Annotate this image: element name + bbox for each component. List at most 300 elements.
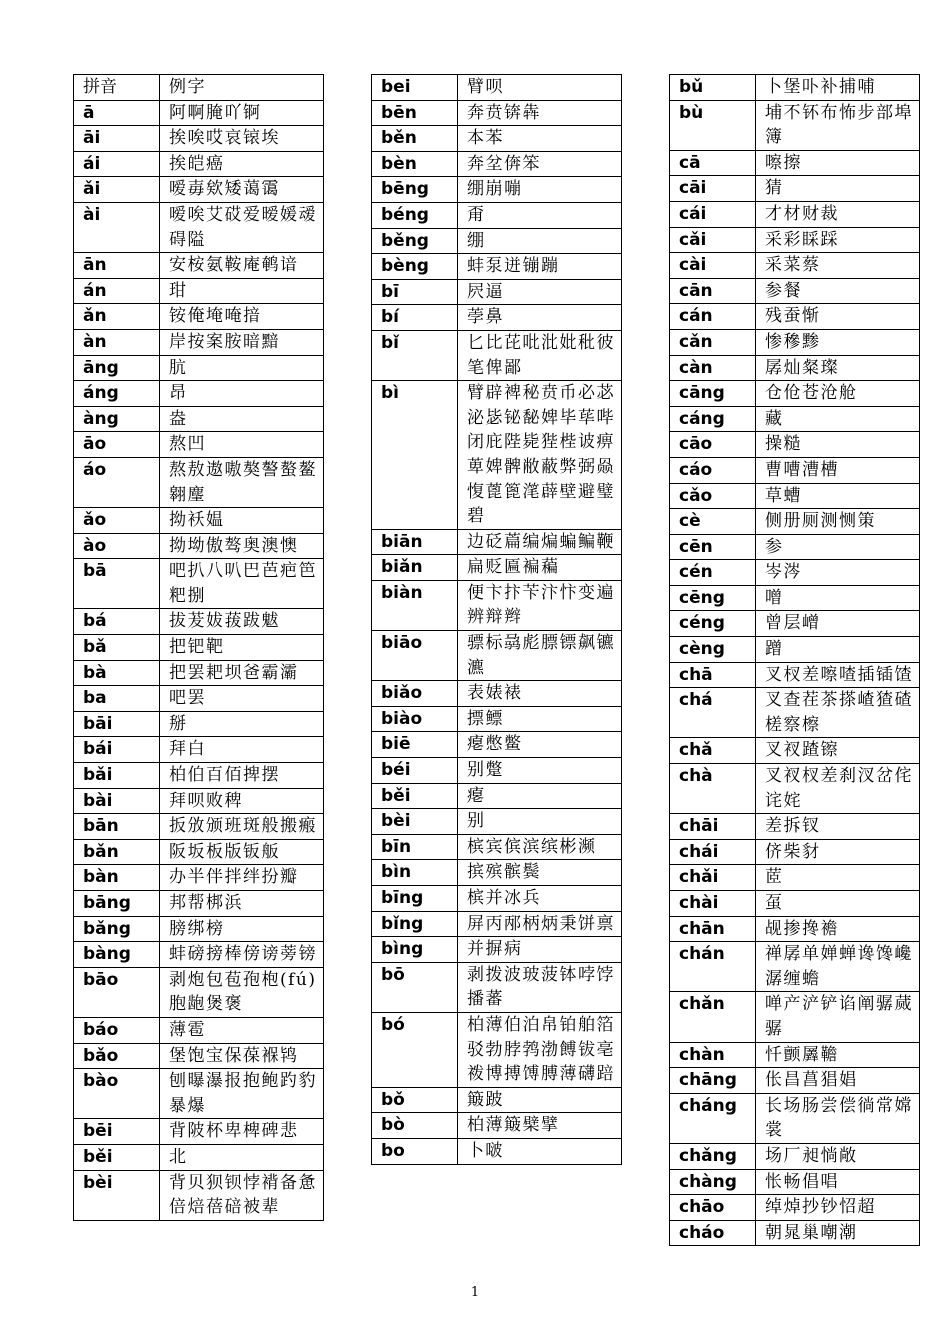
pinyin-cell: cǎn	[670, 329, 756, 355]
table-row	[670, 483, 920, 509]
table-row	[670, 329, 920, 355]
pinyin-cell: chān	[670, 916, 756, 942]
header-pinyin: 拼音	[74, 75, 160, 101]
pinyin-cell: āo	[74, 432, 160, 458]
table-row	[372, 529, 622, 555]
table-row	[74, 381, 324, 407]
example-chars-cell: 参	[756, 534, 920, 560]
pinyin-cell: cén	[670, 560, 756, 586]
pinyin-cell: biào	[372, 706, 458, 732]
table-row	[74, 967, 324, 1017]
table-row	[74, 126, 324, 152]
pinyin-cell: cǎo	[670, 483, 756, 509]
table-row	[74, 100, 324, 126]
example-chars-cell: 掰	[160, 711, 324, 737]
pinyin-cell: biē	[372, 732, 458, 758]
pinyin-cell: chàng	[670, 1169, 756, 1195]
example-chars-cell: 阪坂板版钣舨	[160, 839, 324, 865]
pinyin-cell: bìng	[372, 937, 458, 963]
table-row	[74, 177, 324, 203]
pinyin-cell: chài	[670, 891, 756, 917]
pinyin-cell: áng	[74, 381, 160, 407]
example-chars-cell: 蚌磅搒棒傍谤蒡镑	[160, 942, 324, 968]
pinyin-cell: càn	[670, 355, 756, 381]
example-chars-cell: 岸按案胺暗黯	[160, 329, 324, 355]
table-row	[372, 381, 622, 530]
pinyin-cell: chā	[670, 662, 756, 688]
table-row	[372, 305, 622, 331]
pinyin-cell: áo	[74, 457, 160, 507]
example-chars-cell: 参餐	[756, 278, 920, 304]
table-row	[670, 355, 920, 381]
table-row	[670, 1093, 920, 1143]
pinyin-cell: bāng	[74, 891, 160, 917]
pinyin-cell: cāo	[670, 432, 756, 458]
pinyin-cell: chǎi	[670, 865, 756, 891]
example-chars-cell: 瘪	[458, 783, 622, 809]
table-row	[74, 1043, 324, 1069]
example-chars-cell: 膀绑榜	[160, 916, 324, 942]
example-chars-cell: 叉杈差嚓喳插锸馇	[756, 662, 920, 688]
pinyin-cell: ǎn	[74, 304, 160, 330]
example-chars-cell: 昂	[160, 381, 324, 407]
pinyin-cell: āng	[74, 355, 160, 381]
example-chars-cell: 虿	[756, 891, 920, 917]
table-row	[74, 660, 324, 686]
example-chars-cell: 残蚕惭	[756, 304, 920, 330]
pinyin-cell: bìn	[372, 860, 458, 886]
pinyin-cell: chà	[670, 764, 756, 814]
pinyin-cell: cài	[670, 253, 756, 279]
pinyin-cell: bīng	[372, 886, 458, 912]
pinyin-cell: bí	[372, 305, 458, 331]
example-chars-cell: 挨唉哎哀锿埃	[160, 126, 324, 152]
pinyin-cell: bó	[372, 1012, 458, 1087]
table-row	[670, 814, 920, 840]
table-row	[670, 560, 920, 586]
table-row	[670, 176, 920, 202]
table-row	[74, 202, 324, 252]
example-chars-cell: 采菜蔡	[756, 253, 920, 279]
example-chars-cell: 簸跛	[458, 1087, 622, 1113]
example-chars-cell: 熬凹	[160, 432, 324, 458]
example-chars-cell: 嗳毐欸矮蔼霭	[160, 177, 324, 203]
pinyin-cell: bì	[372, 381, 458, 530]
example-chars-cell: 骠标骉彪膘镖飙镳瀌	[458, 631, 622, 681]
example-chars-cell: 操糙	[756, 432, 920, 458]
example-chars-cell: 扁贬匾褊藊	[458, 555, 622, 581]
pinyin-cell: báo	[74, 1017, 160, 1043]
example-chars-cell: 卜啵	[458, 1138, 622, 1164]
table-row	[74, 839, 324, 865]
pinyin-cell: bǐ	[372, 330, 458, 380]
pinyin-cell: chán	[670, 942, 756, 992]
example-chars-cell: 剥拨波玻菠钵哱饽播蕃	[458, 962, 622, 1012]
table-row	[372, 100, 622, 126]
pinyin-cell: béi	[372, 758, 458, 784]
table-row	[670, 637, 920, 663]
pinyin-cell: chàn	[670, 1042, 756, 1068]
pinyin-cell: cháng	[670, 1093, 756, 1143]
pinyin-cell: bà	[74, 660, 160, 686]
example-chars-cell: 荸鼻	[458, 305, 622, 331]
pinyin-cell: bā	[74, 559, 160, 609]
example-chars-cell: 铵俺埯唵揞	[160, 304, 324, 330]
example-chars-cell: 怅畅倡唱	[756, 1169, 920, 1195]
example-chars-cell: 薄雹	[160, 1017, 324, 1043]
table-row	[670, 585, 920, 611]
example-chars-cell: 边砭萹编煸蝙鳊鞭	[458, 529, 622, 555]
example-chars-cell: 朝晁巢嘲潮	[756, 1220, 920, 1246]
table-row	[372, 1113, 622, 1139]
table-row	[372, 279, 622, 305]
table-header-row	[74, 75, 324, 101]
pinyin-cell: cā	[670, 150, 756, 176]
pinyin-cell: bǎi	[74, 763, 160, 789]
pinyin-cell: bō	[372, 962, 458, 1012]
pinyin-cell: béng	[372, 202, 458, 228]
example-chars-cell: 嗳唉艾砹爱暧媛叆碍隘	[160, 202, 324, 252]
table-row	[372, 1087, 622, 1113]
pinyin-cell: chǎ	[670, 738, 756, 764]
table-row	[372, 330, 622, 380]
example-chars-cell: 别蹩	[458, 758, 622, 784]
table-row	[670, 764, 920, 814]
example-chars-cell: 埔不钚布怖步部埠簿	[756, 100, 920, 150]
example-chars-cell: 屏丙邴柄炳秉饼禀	[458, 911, 622, 937]
header-examples: 例字	[160, 75, 324, 101]
example-chars-cell: 玵	[160, 278, 324, 304]
table-row	[74, 1144, 324, 1170]
table-row	[74, 891, 324, 917]
table-row	[670, 1042, 920, 1068]
table-row	[670, 150, 920, 176]
pinyin-cell: bī	[372, 279, 458, 305]
pinyin-cell: bīn	[372, 834, 458, 860]
pinyin-cell: biān	[372, 529, 458, 555]
example-chars-cell: 仓伧苍沧舱	[756, 381, 920, 407]
pinyin-cell: chāi	[670, 814, 756, 840]
pinyin-cell: bèi	[74, 1170, 160, 1220]
example-chars-cell: 吧罢	[160, 686, 324, 712]
pinyin-cell: cháo	[670, 1220, 756, 1246]
table-row	[372, 911, 622, 937]
table-row	[74, 432, 324, 458]
table-row	[670, 738, 920, 764]
table-row	[670, 1068, 920, 1094]
pinyin-cell: chǎng	[670, 1143, 756, 1169]
example-chars-cell: 觇掺搀襜	[756, 916, 920, 942]
example-chars-cell: 便卞抃苄汴忭变遍辨辩辫	[458, 580, 622, 630]
pinyin-cell: chāng	[670, 1068, 756, 1094]
table-row	[670, 227, 920, 253]
pinyin-cell: bāo	[74, 967, 160, 1017]
pinyin-cell: bǎn	[74, 839, 160, 865]
pinyin-cell: án	[74, 278, 160, 304]
pinyin-cell: bǎo	[74, 1043, 160, 1069]
pinyin-cell: bǒ	[372, 1087, 458, 1113]
example-chars-cell: 才材财裁	[756, 201, 920, 227]
pinyin-cell: bǐng	[372, 911, 458, 937]
example-chars-cell: 盎	[160, 406, 324, 432]
example-chars-cell: 拜白	[160, 737, 324, 763]
pinyin-cell: bào	[74, 1069, 160, 1119]
table-row	[74, 278, 324, 304]
example-chars-cell: 臂呗	[458, 75, 622, 101]
example-chars-cell: 把罢耙坝爸霸灞	[160, 660, 324, 686]
table-row	[372, 151, 622, 177]
pinyin-cell: àng	[74, 406, 160, 432]
table-row	[372, 681, 622, 707]
table-row	[74, 1069, 324, 1119]
pinyin-cell: bēng	[372, 177, 458, 203]
pinyin-cell: bǎ	[74, 635, 160, 661]
pinyin-cell: ái	[74, 151, 160, 177]
example-chars-cell: 邦帮梆浜	[160, 891, 324, 917]
pinyin-cell: bàn	[74, 865, 160, 891]
example-chars-cell: 叉衩杈差刹汊岔侘诧姹	[756, 764, 920, 814]
table-row	[670, 100, 920, 150]
table-row	[74, 355, 324, 381]
table-row	[372, 860, 622, 886]
table-row	[74, 151, 324, 177]
table-row	[74, 1119, 324, 1145]
table-row	[372, 834, 622, 860]
table-row	[74, 406, 324, 432]
example-chars-cell: 曾层嶒	[756, 611, 920, 637]
example-chars-cell: 草螬	[756, 483, 920, 509]
table-row	[74, 329, 324, 355]
pinyin-cell: āi	[74, 126, 160, 152]
example-chars-cell: 北	[160, 1144, 324, 1170]
example-chars-cell: 噌	[756, 585, 920, 611]
pinyin-cell: cán	[670, 304, 756, 330]
table-row	[372, 202, 622, 228]
example-chars-cell: 绷	[458, 228, 622, 254]
table-row	[670, 1169, 920, 1195]
table-row	[372, 732, 622, 758]
table-row	[74, 814, 324, 840]
pinyin-cell: chá	[670, 688, 756, 738]
example-chars-cell: 忏颤羼韂	[756, 1042, 920, 1068]
table-row	[670, 381, 920, 407]
table-row	[74, 635, 324, 661]
table-row	[372, 177, 622, 203]
example-chars-cell: 叉衩蹅镲	[756, 738, 920, 764]
example-chars-cell: 堡饱宝保葆褓鸨	[160, 1043, 324, 1069]
example-chars-cell: 卜堡卟补捕哺	[756, 75, 920, 101]
table-row	[372, 962, 622, 1012]
pinyin-cell: àn	[74, 329, 160, 355]
pinyin-cell: céng	[670, 611, 756, 637]
pinyin-cell: bēn	[372, 100, 458, 126]
table-row	[670, 992, 920, 1042]
table-row	[74, 865, 324, 891]
example-chars-cell: 臂辟裨秘贲币必苾泌毖铋馝婢毕荜哔闭庇陛毙狴梐诐痹萆婢髀敝蔽弊弼赑愎蓖篦滗薜壁避璧碧	[458, 381, 622, 530]
table-row	[670, 534, 920, 560]
pinyin-cell: cēng	[670, 585, 756, 611]
example-chars-cell: 背贝狈钡悖褙备惫倍焙蓓碚被辈	[160, 1170, 324, 1220]
example-chars-cell: 藏	[756, 406, 920, 432]
pinyin-cell: běi	[74, 1144, 160, 1170]
example-chars-cell: 摽鳔	[458, 706, 622, 732]
table-row	[74, 942, 324, 968]
example-chars-cell: 熬敖遨嗷獒謷螯鳌翱麈	[160, 457, 324, 507]
example-chars-cell: 叉查茬茶搽嵖猹碴槎察檫	[756, 688, 920, 738]
pinyin-cell: biǎo	[372, 681, 458, 707]
table-row	[372, 783, 622, 809]
table-row	[670, 839, 920, 865]
example-chars-cell: 拔茇妭菝跋魃	[160, 609, 324, 635]
pinyin-cell: běn	[372, 126, 458, 152]
example-chars-cell: 啴产浐铲谄阐骣蒇骣	[756, 992, 920, 1042]
example-chars-cell: 拜呗败稗	[160, 788, 324, 814]
example-chars-cell: 挨皑癌	[160, 151, 324, 177]
example-chars-cell: 蹭	[756, 637, 920, 663]
table-row	[74, 559, 324, 609]
pinyin-cell: běi	[372, 783, 458, 809]
pinyin-cell: biǎn	[372, 555, 458, 581]
table-row	[372, 1012, 622, 1087]
table-row	[372, 254, 622, 280]
example-chars-cell: 屄逼	[458, 279, 622, 305]
example-chars-cell: 本苯	[458, 126, 622, 152]
example-chars-cell: 绷崩嘣	[458, 177, 622, 203]
pinyin-table-column-2	[371, 74, 622, 1165]
pinyin-cell: cáo	[670, 457, 756, 483]
example-chars-cell: 差拆钗	[756, 814, 920, 840]
table-row	[670, 865, 920, 891]
page-number: 1	[470, 1285, 480, 1300]
table-row	[74, 304, 324, 330]
pinyin-cell: ba	[74, 686, 160, 712]
pinyin-cell: bei	[372, 75, 458, 101]
table-row	[372, 631, 622, 681]
table-row	[372, 580, 622, 630]
table-row	[670, 916, 920, 942]
pinyin-cell: bù	[670, 100, 756, 150]
pinyin-cell: biàn	[372, 580, 458, 630]
pinyin-cell: cāng	[670, 381, 756, 407]
example-chars-cell: 岑涔	[756, 560, 920, 586]
table-row	[74, 916, 324, 942]
pinyin-cell: bèng	[372, 254, 458, 280]
example-chars-cell: 把钯靶	[160, 635, 324, 661]
table-row	[670, 406, 920, 432]
example-chars-cell: 奔贲锛犇	[458, 100, 622, 126]
example-chars-cell: 嚓擦	[756, 150, 920, 176]
pinyin-table-column-1	[73, 74, 324, 1221]
example-chars-cell: 槟并冰兵	[458, 886, 622, 912]
table-row	[74, 788, 324, 814]
table-row	[74, 508, 324, 534]
table-row	[372, 758, 622, 784]
pinyin-cell: bàng	[74, 942, 160, 968]
pinyin-cell: cǎi	[670, 227, 756, 253]
example-chars-cell: 瘪憋鳖	[458, 732, 622, 758]
pinyin-cell: cè	[670, 509, 756, 535]
example-chars-cell: 匕比芘吡沘妣秕彼笔俾鄙	[458, 330, 622, 380]
table-row	[372, 706, 622, 732]
example-chars-cell: 办半伴拌绊扮瓣	[160, 865, 324, 891]
example-chars-cell: 刨曝瀑报抱鲍趵豹暴爆	[160, 1069, 324, 1119]
example-chars-cell: 甭	[458, 202, 622, 228]
pinyin-cell: ǎi	[74, 177, 160, 203]
pinyin-cell: bāi	[74, 711, 160, 737]
pinyin-cell: cēn	[670, 534, 756, 560]
example-chars-cell: 扳攽颁班斑般搬瘢	[160, 814, 324, 840]
example-chars-cell: 槟宾傧滨缤彬濒	[458, 834, 622, 860]
example-chars-cell: 拗袄媪	[160, 508, 324, 534]
table-row	[670, 688, 920, 738]
pinyin-cell: cáng	[670, 406, 756, 432]
example-chars-cell: 柏薄簸檗擘	[458, 1113, 622, 1139]
example-chars-cell: 摈殡髌鬓	[458, 860, 622, 886]
pinyin-cell: ā	[74, 100, 160, 126]
pinyin-cell: chāo	[670, 1195, 756, 1221]
pinyin-cell: bēi	[74, 1119, 160, 1145]
example-chars-cell: 伥昌菖猖娼	[756, 1068, 920, 1094]
pinyin-cell: bài	[74, 788, 160, 814]
table-row	[670, 1195, 920, 1221]
table-row	[670, 611, 920, 637]
table-row	[670, 1220, 920, 1246]
example-chars-cell: 猜	[756, 176, 920, 202]
table-row	[372, 75, 622, 101]
pinyin-cell: cái	[670, 201, 756, 227]
pinyin-cell: ǎo	[74, 508, 160, 534]
table-row	[372, 886, 622, 912]
example-chars-cell: 并摒病	[458, 937, 622, 963]
table-row	[670, 457, 920, 483]
example-chars-cell: 禅孱单婵蝉谗馋巉潺缠蟾	[756, 942, 920, 992]
table-row	[74, 737, 324, 763]
pinyin-cell: biāo	[372, 631, 458, 681]
example-chars-cell: 长场肠尝偿徜常嫦裳	[756, 1093, 920, 1143]
table-row	[74, 686, 324, 712]
pinyin-cell: ào	[74, 533, 160, 559]
table-row	[372, 1138, 622, 1164]
table-row	[670, 662, 920, 688]
pinyin-cell: bǎng	[74, 916, 160, 942]
table-row	[670, 891, 920, 917]
pinyin-cell: cān	[670, 278, 756, 304]
example-chars-cell: 侪柴豺	[756, 839, 920, 865]
example-chars-cell: 惨穇黪	[756, 329, 920, 355]
pinyin-cell: chǎn	[670, 992, 756, 1042]
table-row	[74, 253, 324, 279]
pinyin-cell: bá	[74, 609, 160, 635]
example-chars-cell: 阿啊腌吖锕	[160, 100, 324, 126]
example-chars-cell: 肮	[160, 355, 324, 381]
pinyin-cell: ān	[74, 253, 160, 279]
example-chars-cell: 剥炮包苞孢枹(fú)胞龅煲褒	[160, 967, 324, 1017]
example-chars-cell: 柏伯百佰捭摆	[160, 763, 324, 789]
example-chars-cell: 孱灿粲璨	[756, 355, 920, 381]
pinyin-cell: bo	[372, 1138, 458, 1164]
table-row	[74, 1017, 324, 1043]
pinyin-cell: ài	[74, 202, 160, 252]
pinyin-cell: cèng	[670, 637, 756, 663]
table-row	[670, 253, 920, 279]
table-row	[372, 809, 622, 835]
table-row	[74, 533, 324, 559]
table-row	[670, 509, 920, 535]
example-chars-cell: 茝	[756, 865, 920, 891]
pinyin-cell: bèn	[372, 151, 458, 177]
table-row	[670, 1143, 920, 1169]
table-row	[670, 432, 920, 458]
